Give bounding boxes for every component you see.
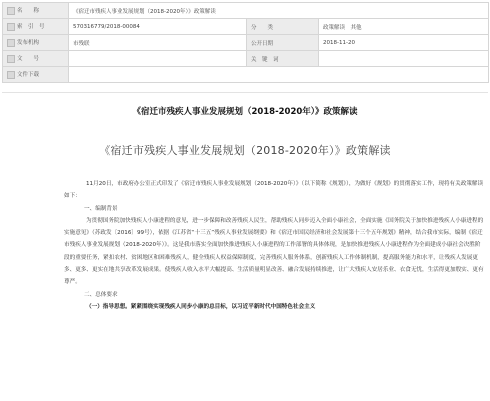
meta-category-value: 政策解读 其他 xyxy=(319,19,489,35)
article-body xyxy=(64,178,484,313)
section-heading-background: 一、编制背景 xyxy=(84,205,118,212)
guiding-ideology-paragraph: （一）指导思想。紧紧围绕实现残疾人同步小康的总目标，以习近平新时代中国特色社会主义 xyxy=(86,303,316,310)
meta-row-download xyxy=(3,67,489,83)
meta-date-label: 公开日期 xyxy=(247,35,319,51)
meta-index-label: 索 引 号 xyxy=(17,24,45,31)
meta-docno-label-cell xyxy=(3,51,69,67)
meta-download-label: 文件下载 xyxy=(17,72,40,79)
meta-row-publisher xyxy=(3,35,489,51)
section-heading-requirements: 二、总体要求 xyxy=(84,291,118,298)
article-title: 《宿迁市残疾人事业发展规划（2018-2020年）》政策解读 xyxy=(132,107,358,117)
meta-docno-value xyxy=(69,51,247,67)
intro-paragraph: 11月20日，市政府办公室正式印发了《宿迁市残疾人事业发展规划（2018-2020年）》（以下简称《规划》），为做好《规划》的贯彻落实工作，现将有关政策解读如下： xyxy=(64,181,484,200)
meta-row-title xyxy=(3,3,489,19)
number-icon xyxy=(7,55,15,63)
meta-row-index xyxy=(3,19,489,35)
meta-keywords-label: 关 键 词 xyxy=(247,51,319,67)
meta-download-value[interactable] xyxy=(69,67,489,83)
divider xyxy=(2,92,488,93)
document-icon xyxy=(7,7,15,15)
meta-category-label: 分 类 xyxy=(247,19,319,35)
meta-keywords-value xyxy=(319,51,489,67)
article-subtitle: 《宿迁市残疾人事业发展规划（2018-2020年）》政策解读 xyxy=(99,144,391,157)
meta-index-label-cell xyxy=(3,19,69,35)
meta-download-label-cell xyxy=(3,67,69,83)
meta-publisher-value: 市残联 xyxy=(69,35,247,51)
meta-title-label-cell xyxy=(3,3,69,19)
meta-title-value: 《宿迁市残疾人事业发展规划（2018-2020年）》政策解读 xyxy=(69,3,489,19)
meta-date-value: 2018-11-20 xyxy=(319,35,489,51)
org-icon xyxy=(7,39,15,47)
meta-index-value: 570316779/2018-00084 xyxy=(69,19,247,35)
download-icon xyxy=(7,71,15,79)
meta-publisher-label-cell xyxy=(3,35,69,51)
meta-docno-label: 文 号 xyxy=(17,56,40,63)
background-paragraph: 为贯彻国务院加快残疾人小康进程的意见，进一步保障和改善残疾人民生，帮助残疾人同步迈入全面小康社会，全面实施《国务院关于加快推进残疾人小康进程的实施意见》（苏政发〔2016〕99号），依据《江苏省“十三五”残疾人事业发展纲要》和《宿迁市国民经济和社会发展第十三个五年规划》精神，结合我市实际，编制《宿迁市残疾人事业发展规划（2018-2020年）》。这是我市落实全面加快推进残疾人小康进程的工作部署的具体体现，是加快推进残疾人小康进程作为全面建成小康社会决胜阶段的重要任务，紧扣农村、贫困地区和困难残疾人，健全残疾人权益保障制度，完善残疾人服务体系，创新残疾人工作体制机制，提高服务能力和水平，让残疾人发展更多、更多、更实在地共享改革发展成果。使残疾人收入水平大幅提高、生活质量明显改善、融合发展持续推进，让广大残疾人安居乐业、衣食无忧，生活得更加殷实、更有尊严。 xyxy=(64,217,484,286)
metadata-table xyxy=(2,2,489,83)
meta-row-docno xyxy=(3,51,489,67)
meta-publisher-label: 发布机构 xyxy=(17,40,40,47)
index-icon xyxy=(7,23,15,31)
meta-title-label: 名 称 xyxy=(17,8,40,15)
